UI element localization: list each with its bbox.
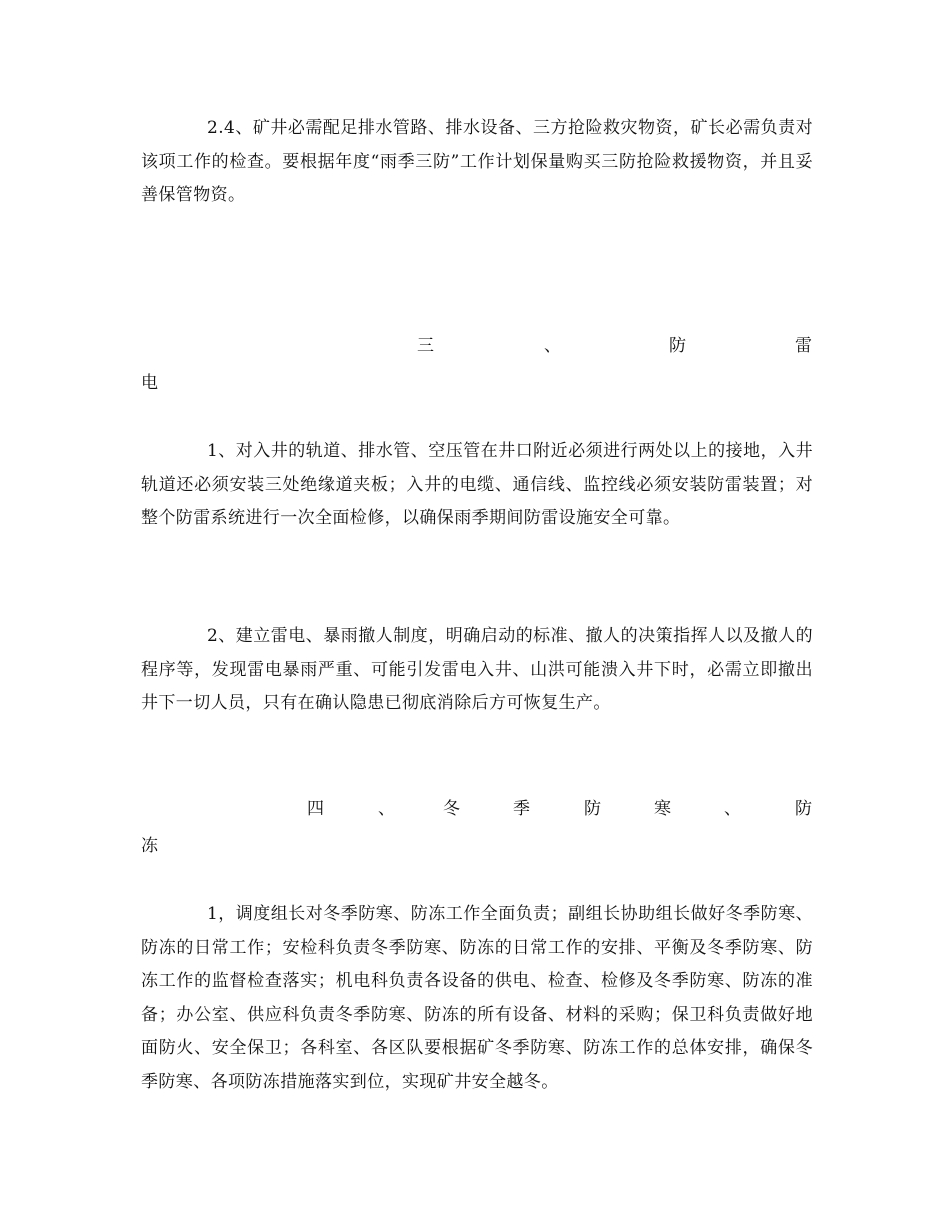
heading-char: 寒 <box>654 799 671 819</box>
heading-char: 冬 <box>443 799 460 819</box>
heading-char: 三 <box>417 336 434 356</box>
heading-char: 、 <box>544 336 561 356</box>
heading-char: 、 <box>724 799 741 819</box>
heading-char: 防 <box>584 799 601 819</box>
heading-char: 、 <box>378 799 395 819</box>
section-3-heading-tail: 电 <box>141 373 158 393</box>
paragraph-3-2: 2、建立雷电、暴雨撤人制度，明确启动的标准、撤人的决策指挥人以及撤人的程序等，发现雷电暴雨严重、可能引发雷电入井、山洪可能溃入井下时，必需立即撤出井下一切人员，只有在确认隐患已彻底消除后方可恢复生产。 <box>141 626 813 713</box>
section-3-heading <box>141 329 813 363</box>
heading-char: 防 <box>669 336 686 356</box>
section-4-heading-tail: 冻 <box>141 836 158 856</box>
paragraph-2-4: 2.4、矿井必需配足排水管路、排水设备、三方抢险救灾物资，矿长必需负责对该项工作的检查。要根据年度“雨季三防”工作计划保量购买三防抢险救援物资，并且妥善保管物资。 <box>141 118 813 205</box>
heading-char: 雷 <box>795 336 812 356</box>
heading-char: 四 <box>307 799 324 819</box>
paragraph-3-1: 1、对入井的轨道、排水管、空压管在井口附近必须进行两处以上的接地，入井轨道还必须安装三处绝缘道夹板；入井的电缆、通信线、监控线必须安装防雷装置；对整个防雷系统进行一次全面检修，以确保雨季期间防雷设施安全可靠。 <box>141 441 813 528</box>
paragraph-4-1: 1，调度组长对冬季防寒、防冻工作全面负责；副组长协助组长做好冬季防寒、防冻的日常工作；安检科负责冬季防寒、防冻的日常工作的安排、平衡及冬季防寒、防冻工作的监督检查落实；机电科负责各设备的供电、检查、检修及冬季防寒、防冻的准备；办公室、供应科负责冬季防寒、防冻的所有设备、材料的采购；保卫科负责做好地面防火、安全保卫；各科室、各区队要根据矿冬季防寒、防冻工作的总体安排，确保冬季防寒、各项防冻措施落实到位，实现矿井安全越冬。 <box>141 904 813 1092</box>
section-4-heading <box>141 792 813 826</box>
heading-char: 防 <box>795 799 812 819</box>
heading-char: 季 <box>513 799 530 819</box>
